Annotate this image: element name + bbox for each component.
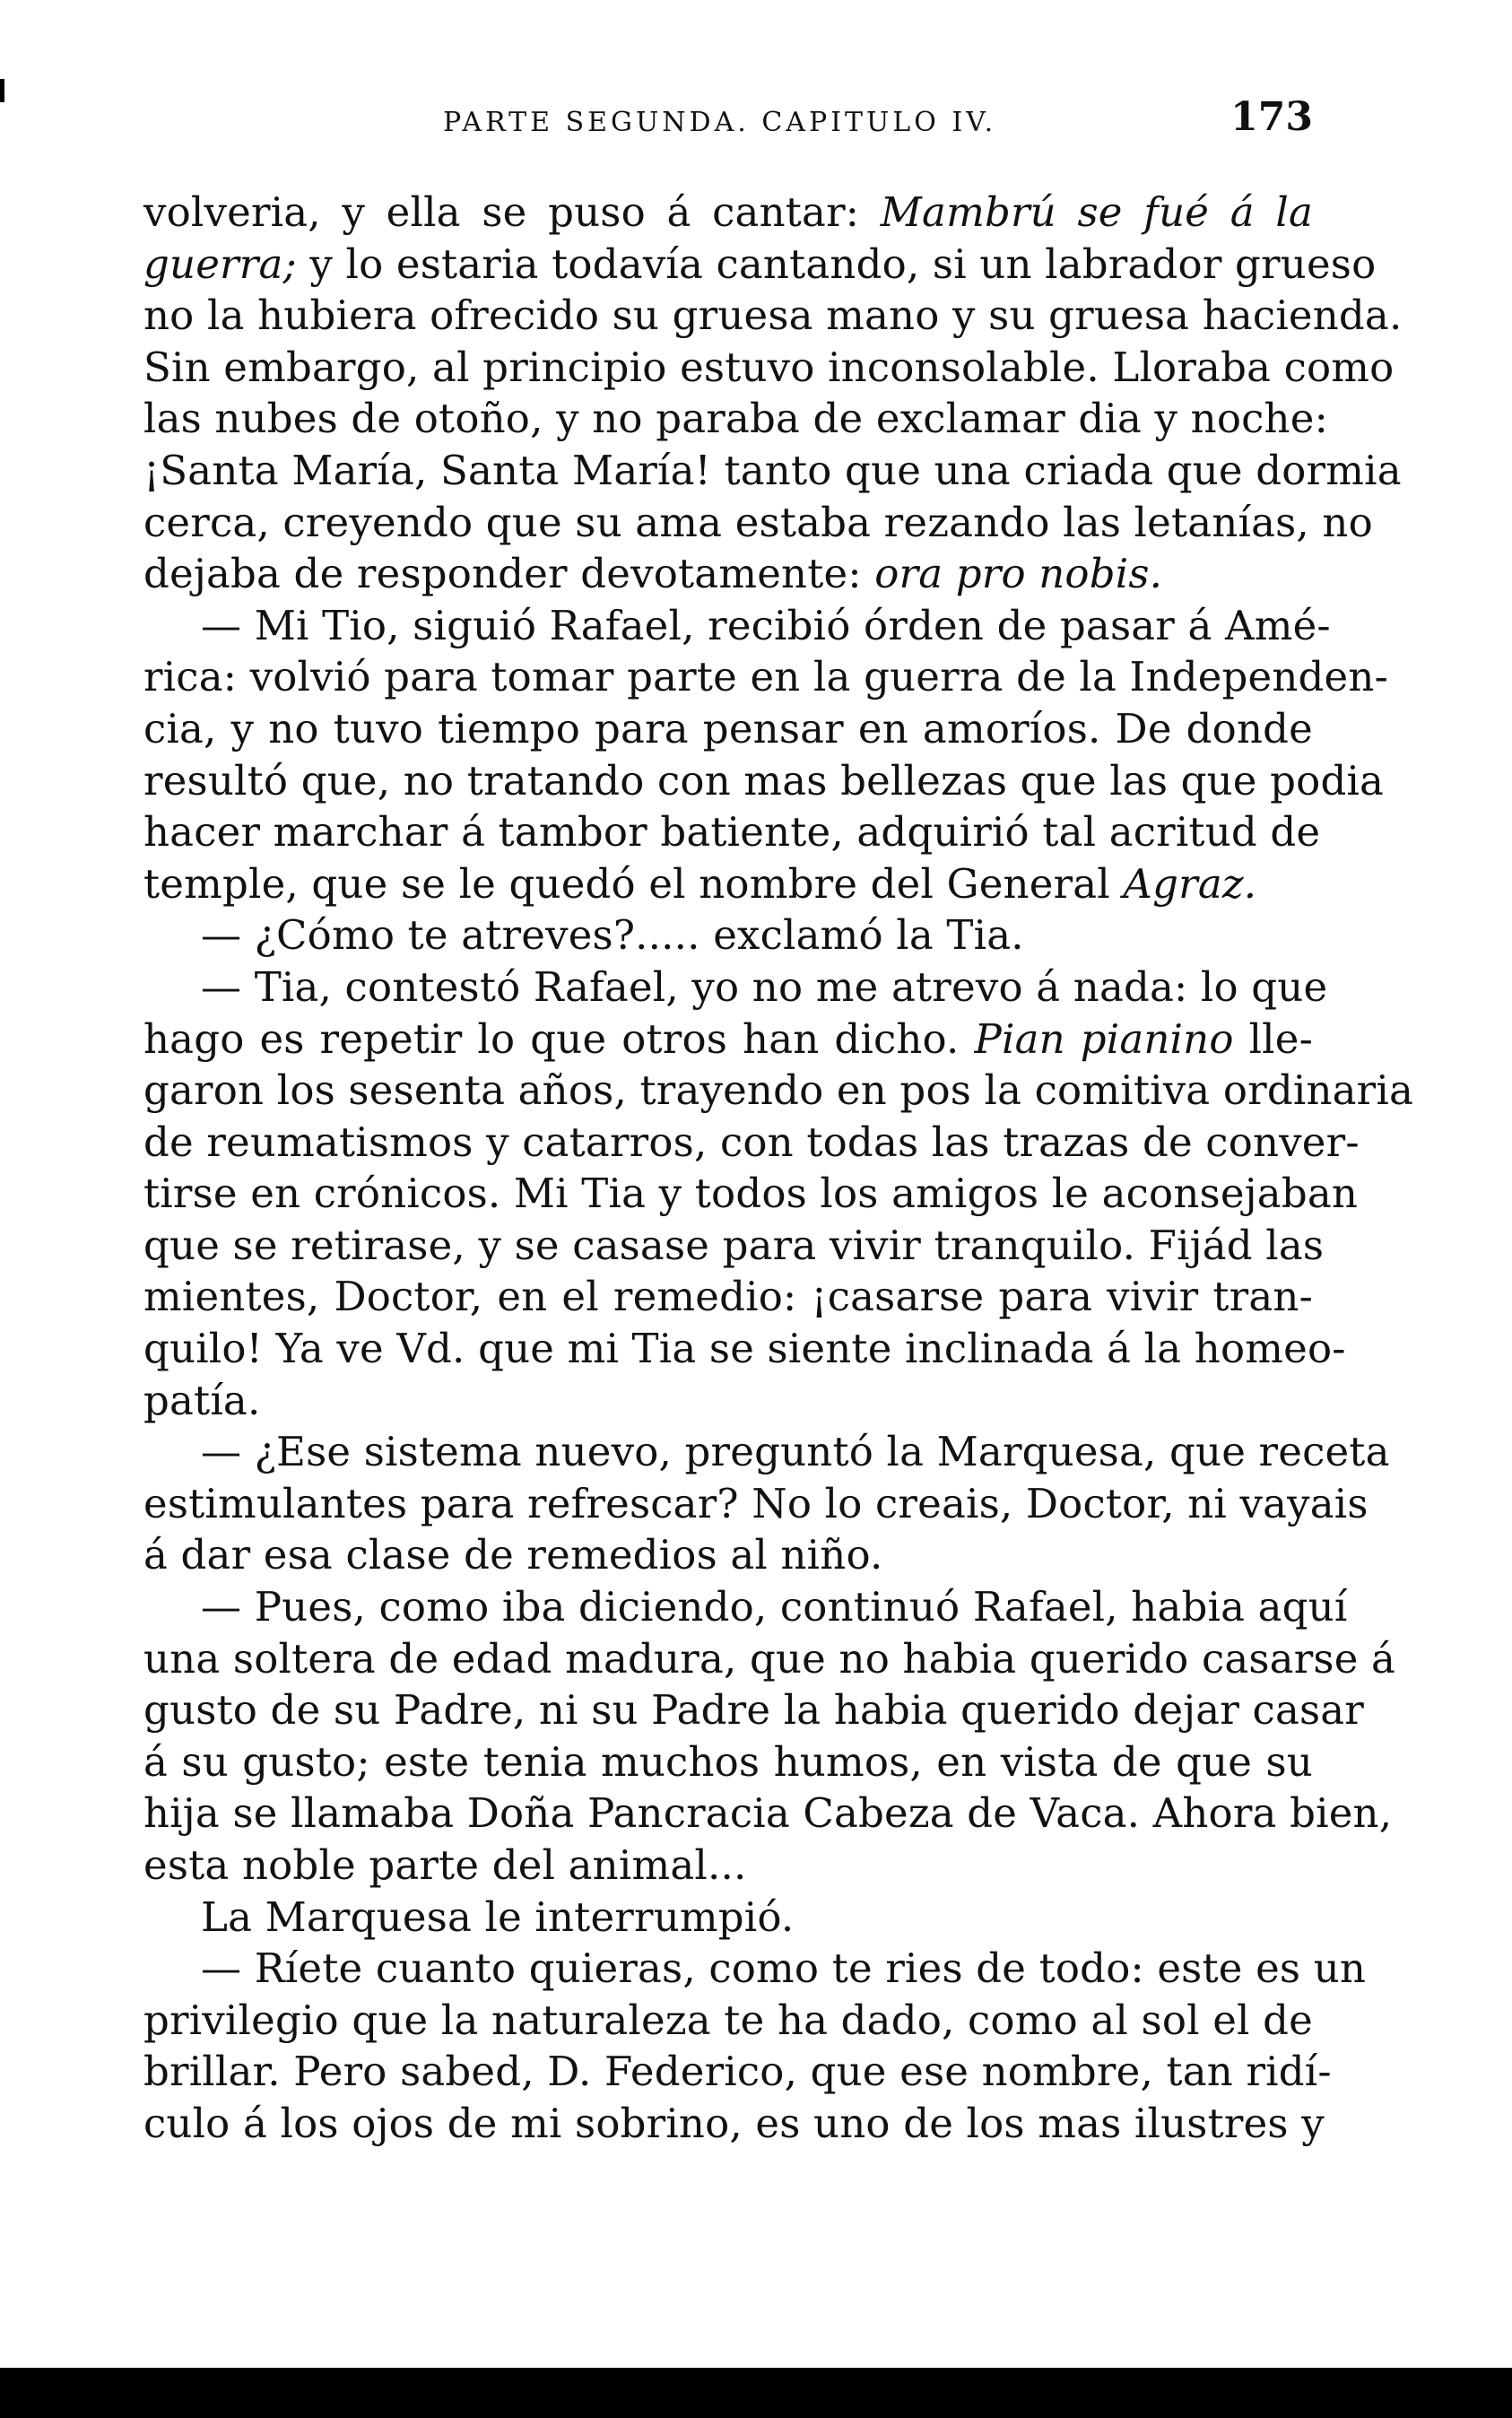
- text-line: [143, 1684, 1365, 1736]
- text-segment: volveria, y ella se puso á cantar:: [143, 188, 881, 236]
- text-line: [143, 1892, 1313, 1944]
- text-segment: — Mi Tio, siguió Rafael, recibió órden de pasar á Amé-: [201, 601, 1331, 649]
- text-line: [143, 1840, 1313, 1892]
- text-line: [143, 1633, 1396, 1685]
- text-line: [143, 1271, 1313, 1323]
- text-line: [143, 1995, 1313, 2047]
- text-segment: — Ríete cuanto quieras, como te ries de todo: este es un: [201, 1944, 1367, 1993]
- text-line: [143, 2046, 1332, 2098]
- text-segment: hija se llamaba Doña Pancracia Cabeza de Vaca. Ahora bien,: [143, 1789, 1393, 1838]
- text-line: [143, 1323, 1346, 1375]
- text-segment: á su gusto; este tenia muchos humos, en vista de que su: [143, 1737, 1313, 1786]
- text-line: [143, 703, 1313, 755]
- text-segment: dejaba de responder devotamente:: [143, 550, 875, 598]
- italic-text-segment: guerra;: [143, 239, 297, 288]
- text-line: [143, 1220, 1325, 1272]
- text-line: [143, 909, 1313, 961]
- text-segment: privilegio que la naturaleza te ha dado, como al sol el de: [143, 1996, 1313, 2044]
- italic-text-segment: ora pro nobis.: [874, 550, 1163, 598]
- text-line: [143, 755, 1385, 807]
- text-line: [143, 1426, 1390, 1478]
- text-segment: rica: volvió para tomar parte en la guerra de la Independen-: [143, 653, 1388, 701]
- text-line: [143, 1478, 1369, 1530]
- text-line: [143, 1013, 1313, 1065]
- text-line: [143, 858, 1313, 910]
- text-segment: hacer marchar á tambor batiente, adquirió tal acritud de: [143, 808, 1321, 857]
- scan-edge-mark: [0, 79, 4, 102]
- text-line: [143, 290, 1403, 342]
- running-head: PARTE SEGUNDA. CAPITULO IV.: [443, 107, 997, 138]
- text-line: [143, 1168, 1359, 1220]
- text-line: [143, 393, 1328, 445]
- text-line: [143, 1375, 1313, 1427]
- text-segment: ¡Santa María, Santa María! tanto que una criada que dormia: [143, 446, 1402, 494]
- text-segment: estimulantes para refrescar? No lo creais, Doctor, ni vayais: [143, 1479, 1369, 1527]
- text-line: [143, 1117, 1360, 1169]
- text-segment: lle-: [1233, 1014, 1313, 1063]
- italic-text-segment: Agraz.: [1123, 859, 1257, 908]
- text-segment: garon los sesenta años, trayendo en pos la comitiva ordinaria: [143, 1066, 1413, 1115]
- page-header: [143, 94, 1313, 148]
- text-line: [143, 806, 1321, 858]
- body-text: [143, 187, 1413, 2150]
- text-segment: Sin embargo, al principio estuvo inconsolable. Lloraba como: [143, 343, 1395, 391]
- text-segment: cerca, creyendo que su ama estaba rezando las letanías, no: [143, 498, 1373, 546]
- text-line: [143, 1787, 1393, 1840]
- text-segment: gusto de su Padre, ni su Padre la habia querido dejar casar: [143, 1686, 1365, 1735]
- italic-text-segment: Mambrú se fué á la: [880, 188, 1314, 236]
- page-number: 173: [1230, 94, 1313, 140]
- text-segment: — Pues, como iba diciendo, continuó Rafael, habia aquí: [201, 1583, 1348, 1631]
- text-segment: quilo! Ya ve Vd. que mi Tia se siente inclinada á la homeo-: [143, 1325, 1346, 1373]
- text-segment: La Marquesa le interrumpió.: [201, 1892, 795, 1941]
- text-segment: esta noble parte del animal...: [143, 1841, 747, 1889]
- text-line: [143, 1736, 1313, 1788]
- text-segment: no la hubiera ofrecido su gruesa mano y su gruesa hacienda.: [143, 291, 1403, 340]
- text-line: [143, 1943, 1367, 1995]
- text-segment: resultó que, no tratando con mas bellezas que las que podia: [143, 756, 1385, 805]
- text-line: [143, 239, 1377, 291]
- text-line: [143, 548, 1313, 600]
- text-line: [143, 342, 1395, 394]
- text-line: [143, 1529, 1313, 1581]
- text-segment: de reumatismos y catarros, con todas las trazas de conver-: [143, 1118, 1360, 1166]
- italic-text-segment: Pian pianino: [974, 1014, 1234, 1063]
- text-line: [143, 497, 1373, 549]
- text-segment: culo á los ojos de mi sobrino, es uno de los mas ilustres y: [143, 2099, 1325, 2147]
- text-segment: — Tia, contestó Rafael, yo no me atrevo á nada: lo que: [201, 962, 1328, 1011]
- text-segment: tirse en crónicos. Mi Tia y todos los amigos le aconsejaban: [143, 1170, 1359, 1218]
- text-line: [143, 1065, 1413, 1117]
- text-segment: brillar. Pero sabed, D. Federico, que ese nombre, tan ridí-: [143, 2048, 1332, 2096]
- text-segment: hago es repetir lo que otros han dicho.: [143, 1014, 975, 1063]
- text-segment: una soltera de edad madura, que no habia querido casarse á: [143, 1634, 1396, 1683]
- text-segment: que se retirase, y se casase para vivir tranquilo. Fijád las: [143, 1221, 1325, 1269]
- text-line: [143, 2098, 1325, 2150]
- text-line: [143, 600, 1331, 652]
- text-line: [143, 1581, 1348, 1633]
- text-segment: — ¿Ese sistema nuevo, preguntó la Marquesa, que receta: [201, 1428, 1390, 1476]
- text-line: [143, 445, 1402, 497]
- text-segment: las nubes de otoño, y no paraba de exclamar dia y noche:: [143, 395, 1328, 443]
- text-line: [143, 961, 1328, 1013]
- text-segment: patía.: [143, 1376, 261, 1424]
- text-segment: á dar esa clase de remedios al niño.: [143, 1531, 883, 1579]
- text-segment: y lo estaria todavía cantando, si un labrador grueso: [296, 239, 1377, 288]
- text-line: [143, 187, 1313, 239]
- text-line: [143, 651, 1388, 703]
- text-segment: temple, que se le quedó el nombre del General: [143, 859, 1124, 908]
- text-segment: cia, y no tuvo tiempo para pensar en amoríos. De donde: [143, 704, 1313, 752]
- text-segment: — ¿Cómo te atreves?..... exclamó la Tia.: [201, 911, 1024, 960]
- text-segment: mientes, Doctor, en el remedio: ¡casarse para vivir tran-: [143, 1273, 1313, 1321]
